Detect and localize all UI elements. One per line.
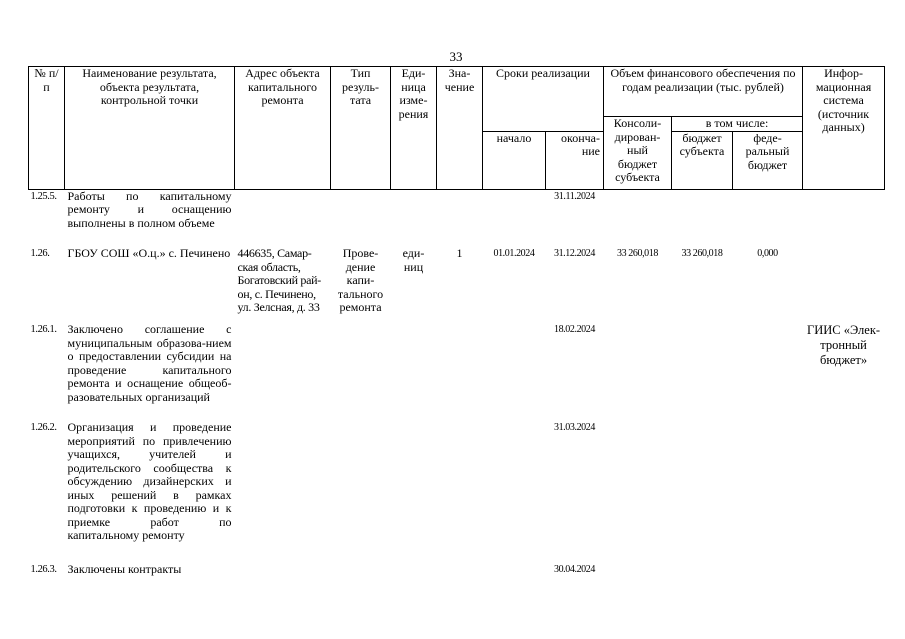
row-name: Заключено соглашение с муниципальным образова-нием о предоставлении субсидии на проведение капитального ремонта и оснащение общеоб-разовательных организаций: [67, 322, 232, 404]
row-num: 1.26.1.: [30, 324, 57, 335]
row-end: 30.04.2024: [553, 564, 595, 575]
header-value: Зна-чение: [437, 67, 483, 190]
row-unit: еди-ниц: [402, 246, 425, 274]
row-value: [437, 563, 483, 579]
row-num: 1.25.5.: [30, 190, 57, 202]
row-regional: [672, 563, 733, 579]
row-regional: [672, 421, 733, 563]
row-num: 1.26.: [30, 248, 50, 259]
row-name: ГБОУ СОШ «О.ц.» с. Печинено: [67, 246, 231, 260]
row-consolidated: [604, 323, 672, 421]
table-row: [29, 421, 885, 563]
row-name: Работы по капитальному ремонту и оснащению выполнены в полном объеме: [67, 188, 232, 230]
row-regional: [672, 189, 733, 247]
row-info: [803, 189, 885, 247]
header-regional: бюджет субъекта: [672, 131, 733, 189]
row-consolidated: 33 260,018: [616, 248, 658, 259]
row-type: [331, 421, 391, 563]
row-address: [235, 189, 331, 247]
row-end: 31.12.2024: [553, 248, 595, 259]
table-row: [29, 563, 885, 579]
row-federal: [733, 563, 803, 579]
header-info: Инфор-мационная система (источник данных): [803, 67, 885, 190]
row-end: 18.02.2024: [553, 324, 595, 335]
row-info: [803, 563, 885, 579]
row-value: [437, 323, 483, 421]
header-type: Тип резуль-тата: [331, 67, 391, 190]
row-address: 446635, Самар-ская область, Богатовский рай-он, с. Печинено, ул. Зелсная, д. 33: [237, 246, 321, 314]
row-consolidated: [604, 189, 672, 247]
row-regional: 33 260,018: [681, 248, 723, 259]
header-including: в том числе:: [672, 117, 803, 132]
row-num: 1.26.3.: [30, 564, 57, 575]
row-num: 1.26.2.: [30, 422, 57, 433]
row-start: [483, 189, 546, 247]
header-terms: Сроки реализации: [483, 67, 604, 132]
row-unit: [391, 563, 437, 579]
header-num: № п/п: [29, 67, 65, 190]
row-name: Заключены контракты: [67, 562, 182, 576]
row-regional: [672, 323, 733, 421]
header-name: Наименование результата, объекта результата, контрольной точки: [65, 67, 235, 190]
row-start: [483, 421, 546, 563]
row-federal: [733, 421, 803, 563]
row-type: [331, 189, 391, 247]
row-info: [803, 247, 885, 323]
table-row: [29, 189, 885, 247]
row-info: ГИИС «Элек-тронный бюджет»: [806, 323, 881, 367]
row-end: 31.11.2024: [554, 190, 595, 202]
page-number: 33: [449, 49, 463, 64]
header-federal: феде-ральный бюджет: [733, 131, 803, 189]
row-unit: [391, 323, 437, 421]
row-type: [331, 323, 391, 421]
header-consolidated: Консоли-дирован-ный бюджет субъекта: [604, 117, 672, 190]
table-row: [29, 247, 885, 323]
header-unit: Еди-ница изме-рения: [391, 67, 437, 190]
results-table: [28, 66, 885, 579]
row-type: [331, 563, 391, 579]
row-federal: [733, 189, 803, 247]
row-consolidated: [604, 421, 672, 563]
row-start: [483, 563, 546, 579]
row-value: 1: [456, 246, 463, 260]
row-name: Организация и проведение мероприятий по привлечению учащихся, учителей и родительского сообщества к обсуждению дизайнерских и иных решений в рамках подготовки к проведению и к приемке работ по капитальному ремонту: [67, 420, 232, 542]
row-unit: [391, 421, 437, 563]
row-address: [235, 563, 331, 579]
row-start: 01.01.2024: [493, 248, 535, 259]
table-row: [29, 323, 885, 421]
header-end: оконча-ние: [546, 131, 604, 189]
row-value: [437, 421, 483, 563]
row-start: [483, 323, 546, 421]
row-federal: [733, 323, 803, 421]
row-federal: 0,000: [757, 248, 778, 259]
row-address: [235, 421, 331, 563]
row-value: [437, 189, 483, 247]
row-address: [235, 323, 331, 421]
header-finance: Объем финансового обеспечения по годам реализации (тыс. рублей): [604, 67, 803, 117]
row-type: Прове-дение капи-тального ремонта: [337, 246, 384, 314]
row-unit: [391, 189, 437, 247]
header-start: начало: [483, 131, 546, 189]
row-consolidated: [604, 563, 672, 579]
header-address: Адрес объекта капитального ремонта: [235, 67, 331, 190]
row-info: [803, 421, 885, 563]
row-end: 31.03.2024: [553, 422, 595, 433]
